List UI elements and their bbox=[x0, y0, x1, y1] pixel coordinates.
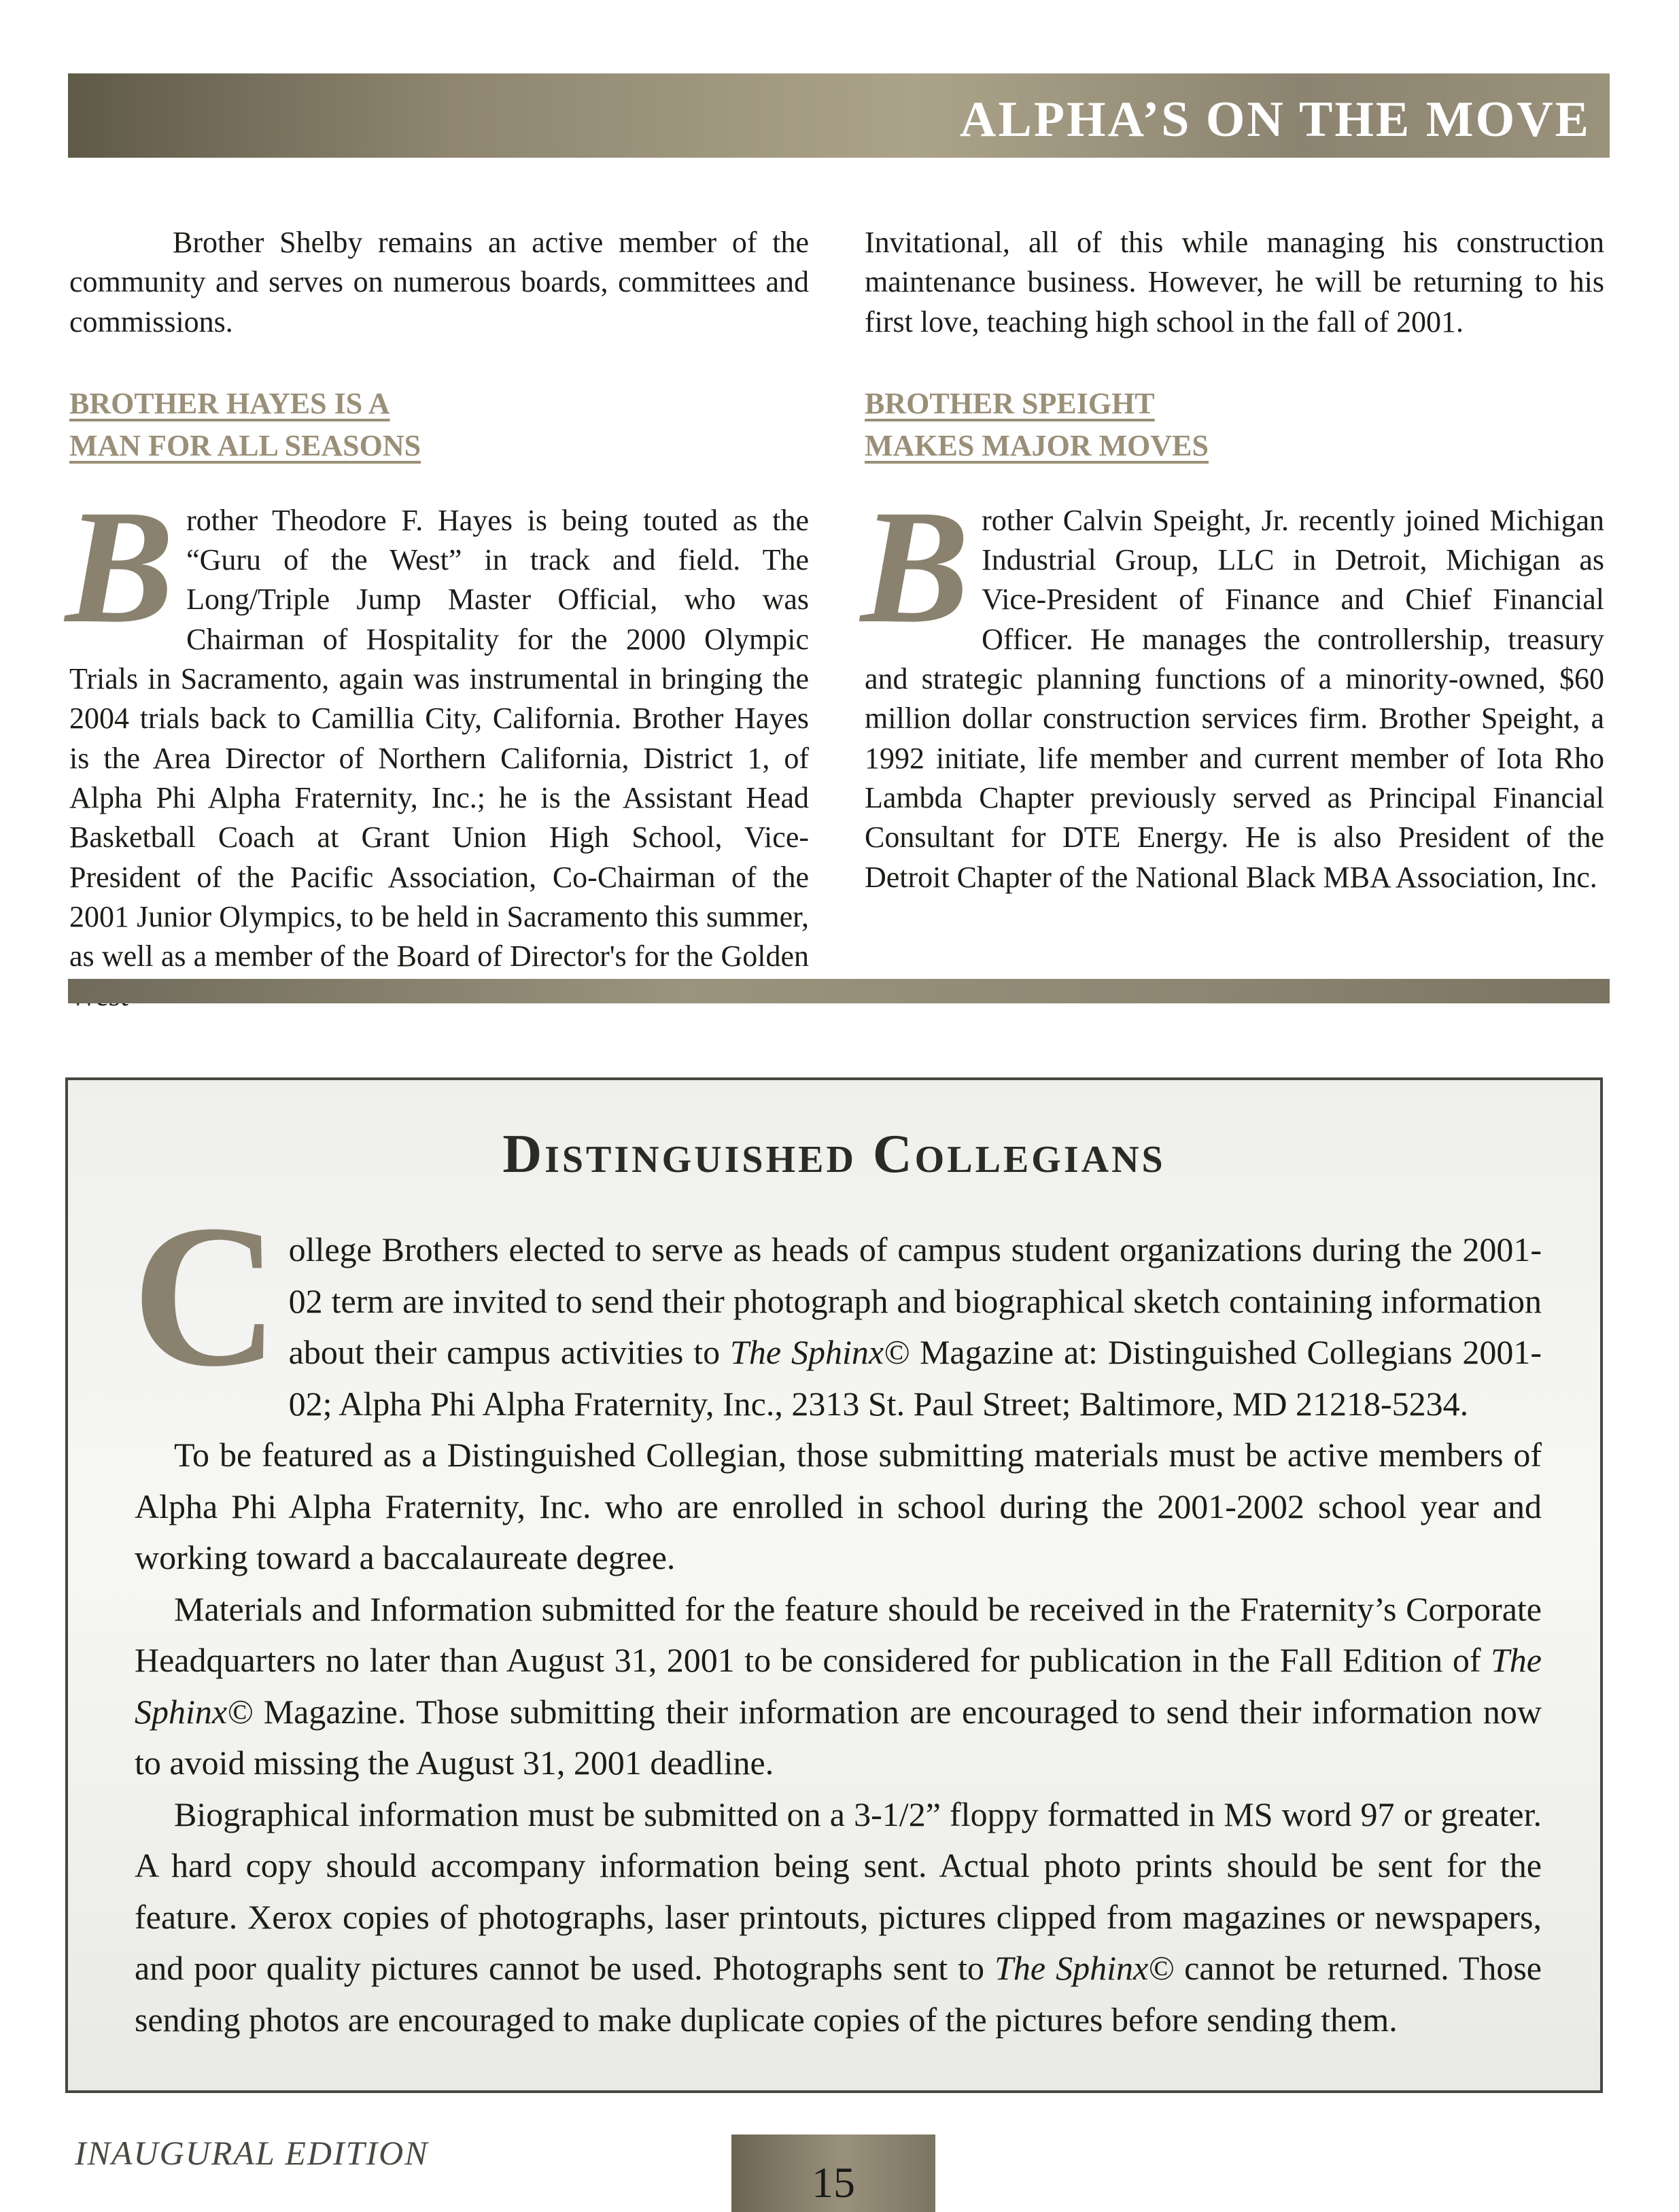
speight-article bbox=[861, 475, 1604, 897]
p1-text-b: Magazine at: Distinguished Collegians 2001-02; Alpha Phi Alpha Fraternity, Inc., 2313 St. Paul Street; Baltimore, MD 21218-5234. bbox=[288, 1333, 1542, 1423]
left-column bbox=[65, 223, 809, 1016]
section-banner bbox=[68, 73, 1610, 158]
hayes-body: rother Theodore F. Hayes is being touted as the “Guru of the West” in track and field. The Long/Triple Jump Master Official, who was Chairman of Hospitality for the 2000 Olympic Trials in Sacramento, again was instrumental in bringing the 2004 trials back to Camillia City, California. Brother Hayes is the Area Director of Northern California, District 1, of Alpha Phi Alpha Fraternity, Inc.; he is the Assistant Head Basketball Coach at Grant Union High School, Vice-President of the Pacific Association, Co-Chairman of the 2001 Junior Olympics, to be held in Sacramento this summer, as well as a member of the Board of Director's for the Golden bbox=[69, 503, 809, 973]
p4-magazine-name: The Sphinx© bbox=[994, 1949, 1175, 1987]
p1-magazine-name: The Sphinx© bbox=[730, 1333, 910, 1371]
hayes-heading-line2: MAN FOR ALL SEASONS bbox=[69, 428, 421, 462]
collegians-dropcap: C bbox=[132, 1183, 279, 1409]
speight-heading-line1: BROTHER SPEIGHT bbox=[865, 386, 1155, 420]
hayes-article bbox=[65, 475, 809, 1016]
collegians-paragraph-1 bbox=[132, 1183, 1542, 1430]
page-number: 15 bbox=[812, 2158, 855, 2207]
speight-heading-line2: MAKES MAJOR MOVES bbox=[865, 428, 1209, 462]
p1-text-a: ollege Brothers elected to serve as heads of campus student organizations during the 2001-02 term are invited to send their photograph and biographical sketch containing information about their campus activities to bbox=[288, 1230, 1542, 1371]
collegians-paragraph-3 bbox=[135, 1584, 1542, 1789]
edition-label: INAUGURAL EDITION bbox=[75, 2134, 429, 2172]
p4-text-b: cannot be returned. Those sending photos are encouraged to make duplicate copies of the pictures before sending them. bbox=[135, 1949, 1542, 2039]
p3-text-b: Magazine. Those submitting their information are encouraged to send their information now to avoid missing the August 31, 2001 deadline. bbox=[135, 1692, 1542, 1782]
collegians-body bbox=[132, 1183, 1542, 2045]
section-divider bbox=[68, 979, 1610, 1003]
p4-text-a: Biographical information must be submitted on a 3-1/2” floppy formatted in MS word 97 or greater. A hard copy should accompany information being sent. Actual photo prints should be sent for the feature. Xerox copies of photographs, laser printouts, pictures clipped from magazines or newspapers, and poor quality pictures cannot be used. Photographs sent to bbox=[135, 1795, 1542, 1987]
hayes-heading-line1: BROTHER HAYES IS A bbox=[69, 386, 390, 420]
right-column bbox=[861, 223, 1604, 897]
collegians-title: Distinguished Collegians bbox=[502, 1124, 1166, 1184]
page-number-tab bbox=[731, 2135, 935, 2212]
p3-text-a: Materials and Information submitted for the feature should be received in the Fraternity’s Corporate Headquarters no later than August 31, 2001 to be considered for publication in the Fall Edition of bbox=[135, 1589, 1542, 1679]
speight-dropcap: B bbox=[861, 475, 970, 657]
hayes-dropcap: B bbox=[65, 475, 175, 657]
speight-body: rother Calvin Speight, Jr. recently joined Michigan Industrial Group, LLC in Detroit, Michigan as Vice-President of Finance and Chief Financial Officer. He manages the controllership, treasury and strategic planning functions of a minority-owned, $60 million dollar construction services firm. Brother Speight, a 1992 initiate, life member and current member of Iota Rho Lambda Chapter previously served as Principal Financial Consultant for DTE Energy. He is also President of the Detroit Chapter of the National Black MBA Association, Inc. bbox=[865, 503, 1604, 894]
invitational-paragraph: Invitational, all of this while managing his construction maintenance business. However, he will be returning to his first love, teaching high school in the fall of 2001. bbox=[865, 226, 1604, 339]
section-title: ALPHA’S ON THE MOVE bbox=[960, 92, 1591, 148]
p3-magazine-name: The Sphinx© bbox=[135, 1641, 1542, 1731]
collegians-box bbox=[65, 1077, 1603, 2093]
shelby-paragraph: Brother Shelby remains an active member of the community and serves on numerous boards, committees and commissions. bbox=[69, 226, 809, 339]
collegians-paragraph-4 bbox=[135, 1789, 1542, 2046]
speight-heading bbox=[865, 383, 1604, 467]
collegians-paragraph-2: To be featured as a Distinguished Collegian, those submitting materials must be active members of Alpha Phi Alpha Fraternity, Inc. who are enrolled in school during the 2001-2002 school year and working toward a baccalaureate degree. bbox=[135, 1436, 1542, 1576]
hayes-heading bbox=[69, 383, 809, 467]
